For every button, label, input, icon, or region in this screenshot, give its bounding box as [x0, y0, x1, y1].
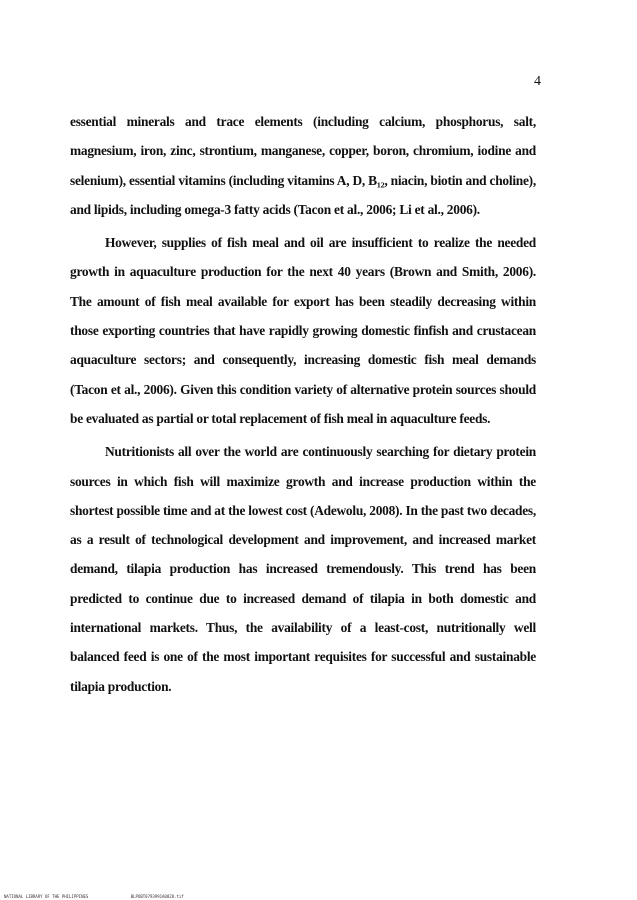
paragraph-2: However, supplies of fish meal and oil are insufficient to realize the needed growth in aquaculture production for the next 40 years (Brown and Smith, 2006). The amount of fish meal available for export has been steadily decreasing within those exporting countries that have rapidly growing domestic finfish and crustacean aquaculture sectors; and consequently, increasing domestic fish meal demands (Tacon et al., 2006). Given this condition variety of alternative protein sources should be evaluated as partial or total replacement of fish meal in aquaculture feeds. — [70, 235, 536, 426]
body-text — [70, 107, 536, 701]
paragraph-3: Nutritionists all over the world are continuously searching for dietary protein sources in which fish will maximize growth and increase production within the shortest possible time and at the lowest cost (Adewolu, 2008). In the past two decades, as a result of technological development and improvement, and increased market demand, tilapia production has increased tremendously. This trend has been predicted to continue due to increased demand of tilapia in both domestic and international markets. Thus, the availability of a least-cost, nutritionally well balanced feed is one of the most important requisites for successful and sustainable tilapia production. — [70, 444, 536, 694]
scan-footer — [4, 894, 224, 899]
footer-library: NATIONAL LIBRARY OF THE PHILIPPINES — [4, 894, 89, 899]
paragraph-1: essential minerals and trace elements (including calcium, phosphorus, salt, magnesium, iron, zinc, strontium, manganese, copper, boron, chromium, iodine and selenium), essential vitamins (including vitamins A, D, B₁₂, niacin, biotin and choline), and lipids, including omega-3 fatty acids (Tacon et al., 2006; Li et al., 2006). — [70, 114, 536, 217]
page-number: 4 — [534, 74, 541, 89]
footer-file-id: BLPOBT0793991A0828.tif — [130, 894, 184, 899]
